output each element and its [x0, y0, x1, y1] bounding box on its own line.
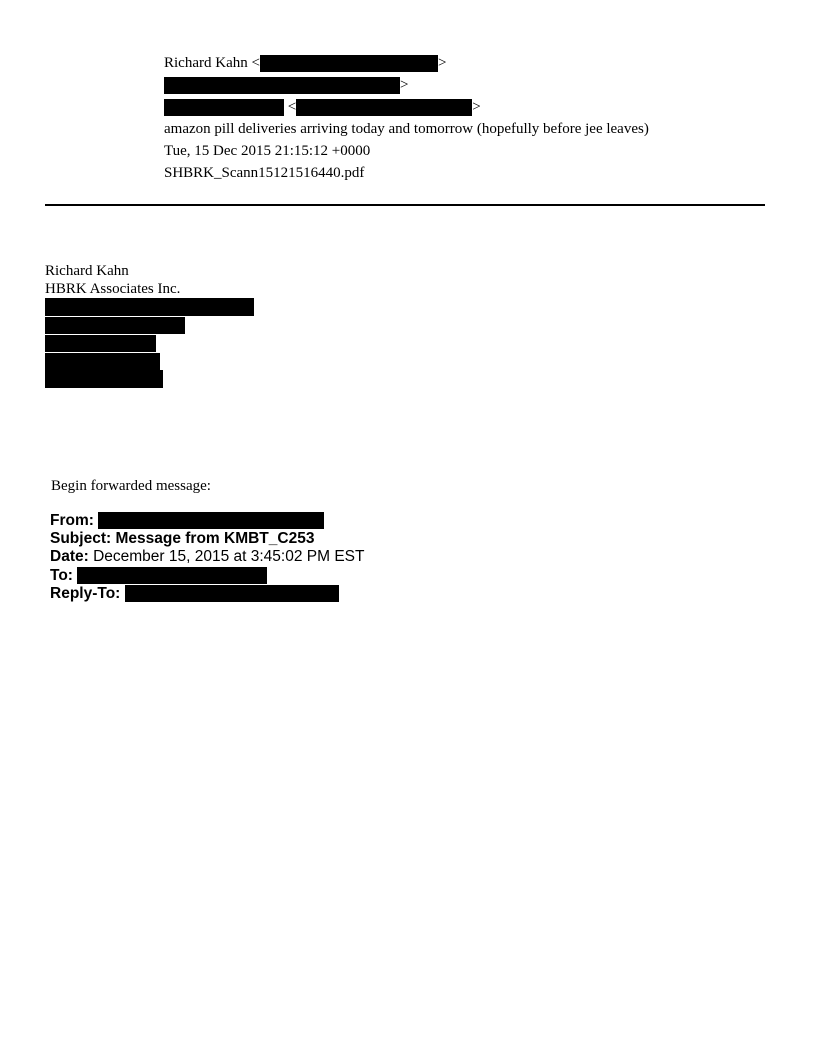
- signature-company: HBRK Associates Inc.: [45, 281, 181, 297]
- from-close-bracket: >: [437, 55, 447, 71]
- cc-value: [164, 97, 481, 117]
- redaction-signature-line-3: [45, 335, 156, 352]
- from-open-bracket: <: [251, 55, 260, 71]
- redaction-signature-line-2: [45, 317, 185, 334]
- redaction-signature-line-5: [45, 370, 163, 388]
- subject-value: amazon pill deliveries arriving today and tomorrow (hopefully before jee leaves): [164, 121, 649, 137]
- forwarded-reply-to-row: [50, 585, 339, 603]
- redaction-signature-line-1: [45, 298, 254, 316]
- cc-open-bracket: <: [287, 99, 297, 115]
- redaction-forwarded-to: [77, 567, 267, 584]
- header-divider: [45, 204, 765, 206]
- redaction-forwarded-from: [98, 512, 324, 529]
- forwarded-to-row: [50, 567, 267, 585]
- forwarded-subject-label: Subject:: [50, 530, 112, 547]
- forwarded-reply-to-label: Reply-To:: [50, 585, 121, 602]
- to-value: [164, 75, 408, 95]
- forwarded-from-row: [50, 512, 324, 530]
- date-value: Tue, 15 Dec 2015 21:15:12 +0000: [164, 143, 371, 159]
- forwarded-date-row: [50, 548, 364, 566]
- forwarded-from-label: From:: [50, 512, 94, 529]
- redaction-signature-line-4: [45, 353, 160, 370]
- forwarded-subject-row: [50, 530, 314, 548]
- redaction-from-email: [260, 55, 438, 72]
- redaction-forwarded-reply-to: [125, 585, 339, 602]
- cc-close-bracket: >: [472, 99, 481, 115]
- from-name: Richard Kahn: [164, 55, 248, 71]
- forwarded-subject-value: Message from KMBT_C253: [115, 530, 315, 547]
- forwarded-date-label: Date:: [50, 548, 89, 565]
- to-close-bracket: >: [400, 77, 409, 93]
- forwarded-date-value: December 15, 2015 at 3:45:02 PM EST: [93, 548, 365, 565]
- signature-name: Richard Kahn: [45, 263, 129, 279]
- redaction-cc-name: [164, 99, 284, 116]
- from-value: [164, 53, 446, 73]
- forwarded-to-label: To:: [50, 567, 73, 584]
- forwarded-intro: Begin forwarded message:: [51, 478, 211, 494]
- redaction-to: [164, 77, 400, 94]
- attachments-value: SHBRK_Scann15121516440.pdf: [164, 165, 365, 181]
- redaction-cc-email: [296, 99, 472, 116]
